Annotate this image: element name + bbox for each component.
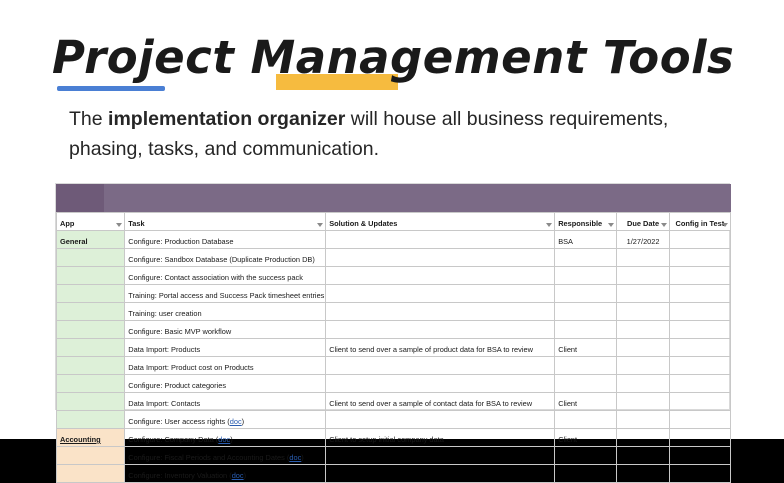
- cell-config-in-test[interactable]: [669, 339, 730, 357]
- cell-config-in-test[interactable]: [669, 285, 730, 303]
- cell-due-date[interactable]: [617, 393, 669, 411]
- filter-arrow-icon[interactable]: [608, 223, 614, 227]
- slide-subtitle: [69, 104, 709, 164]
- cell-solution[interactable]: [326, 249, 555, 267]
- cell-config-in-test[interactable]: [669, 429, 730, 447]
- table-row[interactable]: [57, 357, 731, 375]
- cell-task[interactable]: Configure: Basic MVP workflow: [125, 321, 326, 339]
- cell-due-date[interactable]: [617, 411, 669, 429]
- cell-solution[interactable]: [326, 303, 555, 321]
- column-header-solution[interactable]: [326, 213, 555, 231]
- column-header-app[interactable]: [57, 213, 125, 231]
- cell-due-date[interactable]: [617, 303, 669, 321]
- cell-solution[interactable]: [326, 267, 555, 285]
- cell-due-date[interactable]: [617, 339, 669, 357]
- filter-arrow-icon[interactable]: [116, 223, 122, 227]
- cell-responsible[interactable]: [555, 447, 617, 465]
- cell-task[interactable]: Configure: Fiscal Periods and Accounting Dates (doc): [125, 447, 326, 465]
- filter-arrow-icon[interactable]: [722, 223, 728, 227]
- subtitle-rest: will house all business requirements, phasing, tasks, and communication.: [69, 108, 669, 160]
- cell-responsible[interactable]: [555, 411, 617, 429]
- cell-app[interactable]: [57, 303, 125, 321]
- cell-solution[interactable]: [326, 447, 555, 465]
- cell-app[interactable]: [57, 249, 125, 267]
- cell-config-in-test[interactable]: [669, 411, 730, 429]
- cell-responsible[interactable]: Client: [555, 429, 617, 447]
- cell-responsible[interactable]: [555, 285, 617, 303]
- cell-app[interactable]: [57, 375, 125, 393]
- cell-config-in-test[interactable]: [669, 465, 730, 483]
- table-row[interactable]: [57, 339, 731, 357]
- cell-due-date[interactable]: [617, 447, 669, 465]
- cell-due-date[interactable]: [617, 465, 669, 483]
- table-row[interactable]: [57, 447, 731, 465]
- cell-config-in-test[interactable]: [669, 231, 730, 249]
- table-row[interactable]: [57, 303, 731, 321]
- filter-arrow-icon[interactable]: [317, 223, 323, 227]
- cell-solution[interactable]: Client to setup initial company data: [326, 429, 555, 447]
- table-row[interactable]: [57, 375, 731, 393]
- cell-due-date[interactable]: [617, 357, 669, 375]
- cell-config-in-test[interactable]: [669, 393, 730, 411]
- cell-responsible[interactable]: [555, 357, 617, 375]
- cell-responsible[interactable]: BSA: [555, 231, 617, 249]
- column-header-config-in-test[interactable]: [669, 213, 730, 231]
- filter-arrow-icon[interactable]: [546, 223, 552, 227]
- cell-solution[interactable]: [326, 321, 555, 339]
- doc-link[interactable]: doc: [231, 471, 244, 480]
- subtitle-lead: The: [69, 108, 109, 130]
- doc-link[interactable]: doc: [218, 435, 231, 444]
- table-row[interactable]: [57, 411, 731, 429]
- cell-app[interactable]: [57, 321, 125, 339]
- page-title: [52, 28, 742, 88]
- column-header-responsible-label: Responsible: [558, 219, 603, 228]
- cell-responsible[interactable]: [555, 249, 617, 267]
- table-row[interactable]: [57, 465, 731, 483]
- cell-due-date[interactable]: 1/27/2022: [617, 231, 669, 249]
- cell-task[interactable]: Training: user creation: [125, 303, 326, 321]
- cell-responsible[interactable]: Client: [555, 339, 617, 357]
- cell-app[interactable]: [57, 285, 125, 303]
- column-header-app-label: App: [60, 219, 75, 228]
- table-header: [57, 213, 731, 231]
- cell-app[interactable]: [57, 465, 125, 483]
- cell-task[interactable]: Configure: Contact association with the success pack: [125, 267, 326, 285]
- table-row[interactable]: [57, 231, 731, 249]
- cell-responsible[interactable]: [555, 267, 617, 285]
- cell-task[interactable]: Data Import: Contacts: [125, 393, 326, 411]
- slide-title-area: [52, 28, 742, 90]
- column-header-task[interactable]: [125, 213, 326, 231]
- cell-solution[interactable]: [326, 285, 555, 303]
- cell-due-date[interactable]: [617, 249, 669, 267]
- column-header-due-date-label: Due Date: [627, 219, 660, 228]
- cell-task[interactable]: Configure: Product categories: [125, 375, 326, 393]
- cell-app[interactable]: [57, 339, 125, 357]
- cell-solution[interactable]: [326, 465, 555, 483]
- cell-app[interactable]: [57, 357, 125, 375]
- cell-task[interactable]: Configure: Inventory Valuation (doc): [125, 465, 326, 483]
- cell-due-date[interactable]: [617, 321, 669, 339]
- table-row[interactable]: [57, 429, 731, 447]
- cell-app[interactable]: [57, 447, 125, 465]
- cell-task[interactable]: Configure: Sandbox Database (Duplicate Production DB): [125, 249, 326, 267]
- cell-due-date[interactable]: [617, 285, 669, 303]
- column-header-responsible[interactable]: [555, 213, 617, 231]
- cell-task[interactable]: Configure: Company Data (doc): [125, 429, 326, 447]
- page-title-text: Project Management Tools: [52, 31, 735, 84]
- spreadsheet-screenshot: [55, 183, 730, 480]
- cell-responsible[interactable]: [555, 303, 617, 321]
- cell-task[interactable]: Data Import: Products: [125, 339, 326, 357]
- cell-responsible[interactable]: Client: [555, 393, 617, 411]
- requirements-table: [56, 212, 731, 483]
- doc-link[interactable]: doc: [229, 417, 242, 426]
- table-row[interactable]: [57, 249, 731, 267]
- doc-link[interactable]: doc: [289, 453, 302, 462]
- cell-due-date[interactable]: [617, 429, 669, 447]
- cell-task[interactable]: Data Import: Product cost on Products: [125, 357, 326, 375]
- cell-config-in-test[interactable]: [669, 303, 730, 321]
- cell-due-date[interactable]: [617, 267, 669, 285]
- cell-task[interactable]: Configure: User access rights (doc): [125, 411, 326, 429]
- cell-solution[interactable]: Client to send over a sample of contact data for BSA to review: [326, 393, 555, 411]
- cell-config-in-test[interactable]: [669, 357, 730, 375]
- header-band-right: [104, 184, 731, 212]
- cell-solution[interactable]: [326, 375, 555, 393]
- cell-due-date[interactable]: [617, 375, 669, 393]
- cell-task[interactable]: Configure: Production Database: [125, 231, 326, 249]
- cell-config-in-test[interactable]: [669, 375, 730, 393]
- column-header-solution-label: Solution & Updates: [329, 219, 398, 228]
- column-header-due-date[interactable]: [617, 213, 669, 231]
- title-underline-bar: [57, 86, 165, 91]
- cell-app[interactable]: [57, 411, 125, 429]
- column-header-task-label: Task: [128, 219, 145, 228]
- header-band-left: [56, 184, 104, 212]
- table-row[interactable]: [57, 285, 731, 303]
- table-row[interactable]: [57, 267, 731, 285]
- cell-config-in-test[interactable]: [669, 321, 730, 339]
- table-body: [57, 231, 731, 483]
- cell-responsible[interactable]: [555, 321, 617, 339]
- cell-app[interactable]: General: [57, 231, 125, 249]
- cell-responsible[interactable]: [555, 465, 617, 483]
- cell-app[interactable]: [57, 393, 125, 411]
- cell-config-in-test[interactable]: [669, 447, 730, 465]
- table-row[interactable]: [57, 321, 731, 339]
- cell-task[interactable]: Training: Portal access and Success Pack timesheet entries: [125, 285, 326, 303]
- cell-solution[interactable]: [326, 231, 555, 249]
- cell-config-in-test[interactable]: [669, 249, 730, 267]
- cell-solution[interactable]: [326, 357, 555, 375]
- cell-solution[interactable]: Client to send over a sample of product data for BSA to review: [326, 339, 555, 357]
- spreadsheet-header-band: [56, 184, 731, 212]
- cell-solution[interactable]: [326, 411, 555, 429]
- cell-config-in-test[interactable]: [669, 267, 730, 285]
- column-header-config-label: Config in Test: [675, 219, 725, 228]
- cell-app[interactable]: Accounting: [57, 429, 125, 447]
- table-row[interactable]: [57, 393, 731, 411]
- filter-arrow-icon[interactable]: [661, 223, 667, 227]
- cell-app[interactable]: [57, 267, 125, 285]
- subtitle-bold: implementation organizer: [108, 108, 346, 130]
- cell-responsible[interactable]: [555, 375, 617, 393]
